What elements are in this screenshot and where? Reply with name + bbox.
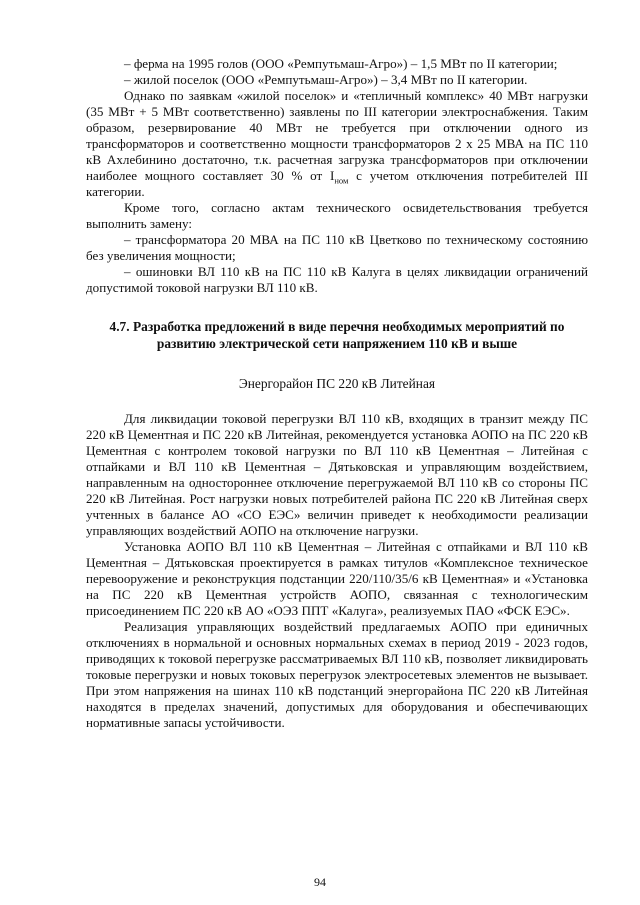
paragraph-replacement-intro: Кроме того, согласно актам технического освидетельствования требуется выполнить замену:: [86, 200, 588, 231]
list-item-busbar: – ошиновки ВЛ 110 кВ на ПС 110 кВ Калуга в целях ликвидации ограничений допустимой токовой нагрузки ВЛ 110 кВ.: [86, 264, 588, 295]
subsection-title: Энергорайон ПС 220 кВ Литейная: [238, 376, 436, 391]
paragraph-reservation: [86, 88, 588, 200]
paragraph-implementation: Реализация управляющих воздействий предлагаемых АОПО при единичных отключениях в нормальной и основных нормальных схемах в период 2019 - 2023 годов, приводящих к токовой перегрузке рассматриваемых ВЛ 110 кВ, позволяет ликвидировать токовые перегрузки и новых токовых перегрузок электросетевых элементов не вызывает. При этом напряжения на шинах 110 кВ подстанций энергорайона ПС 220 кВ Литейная находятся в пределах значений, допустимых для оборудования и обеспечивающих нормативные запасы устойчивости.: [86, 619, 588, 730]
page-content: [86, 56, 588, 731]
list-item-farm: – ферма на 1995 голов (ООО «Ремпутьмаш-Агро») – 1,5 МВт по II категории;: [124, 56, 558, 71]
page-number: 94: [314, 875, 326, 889]
subscript-nom: ном: [334, 175, 349, 186]
paragraph-installation: Установка АОПО ВЛ 110 кВ Цементная – Литейная с отпайками и ВЛ 110 кВ Цементная – Дятьковская проектируется в рамках титулов «Комплексное техническое перевооружение и реконструкция подстанции 220/110/35/6 кВ Цементная» и «Установка на ПС 220 кВ Цементная устройств АОПО, связанная с технологическим присоединением ПС 220 кВ АО «ОЭЗ ППТ «Калуга», реализуемых ПАО «ФСК ЕЭС».: [86, 539, 588, 618]
paragraph-overload: Для ликвидации токовой перегрузки ВЛ 110 кВ, входящих в транзит между ПС 220 кВ Цементная и ПС 220 кВ Литейная, рекомендуется установка АОПО на ПС 220 кВ Цементная с контролем токовой нагрузки по ВЛ 110 кВ Цементная – Литейная с отпайками и ВЛ 110 кВ Цементная – Дятьковская и управляющим воздействием, направленным на одностороннее отключение перегружаемой ВЛ 110 кВ со стороны ПС 220 кВ Литейная. Рост нагрузки новых потребителей района ПС 220 кВ Литейная сверх учтенных в балансе АО «СО ЕЭС» величин приведет к необходимости реализации управляющих воздействий АОПО на отключение нагрузки.: [86, 411, 588, 538]
section-heading: 4.7. Разработка предложений в виде перечня необходимых мероприятий по развитию электрической сети напряжением 110 кВ и выше: [109, 319, 565, 351]
paragraph-reservation-text: Однако по заявкам «жилой поселок» и «тепличный комплекс» 40 МВт нагрузки (35 МВт + 5 МВт соответственно) заявлены по III категории электроснабжения. Таким образом, резервирование 40 МВт не требуется при отключении одного из трансформаторов и соответственно мощности трансформаторов 2 х 25 МВА на ПС 110 кВ Ахлебинино достаточно, т.к. расчетная загрузка трансформаторов при отключении наиболее мощного составляет 30 % от I: [86, 88, 588, 183]
list-item-village: – жилой поселок (ООО «Ремпутьмаш-Агро») – 3,4 МВт по II категории.: [124, 72, 528, 87]
list-item-transformer: – трансформатора 20 МВА на ПС 110 кВ Цветково по техническому состоянию без увеличения мощности;: [86, 232, 588, 263]
paragraph-reservation-tail: с учетом отключения потребителей III категории.: [86, 168, 588, 199]
